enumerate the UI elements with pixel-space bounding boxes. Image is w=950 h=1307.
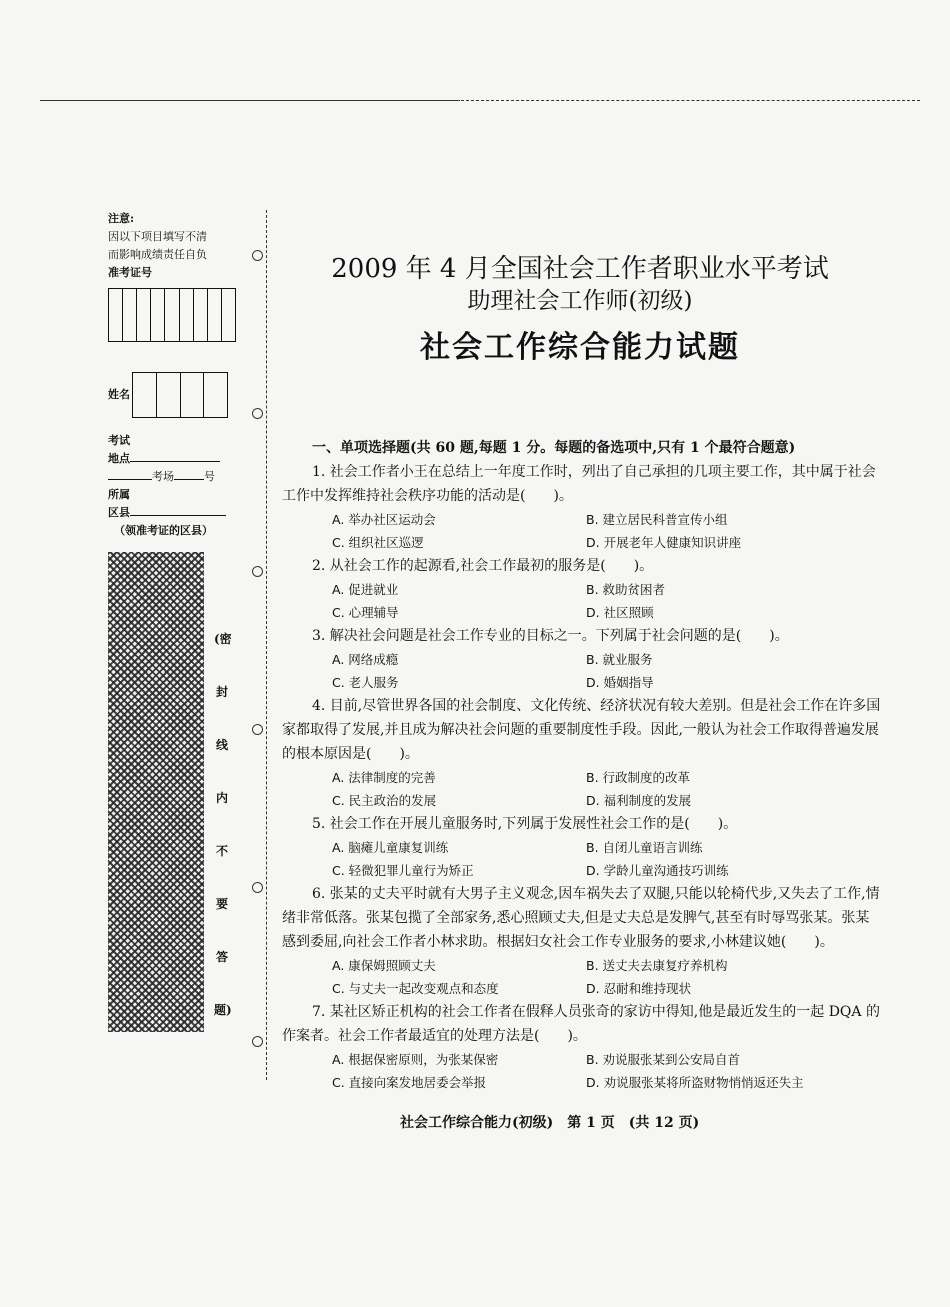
notice-line-1: 因以下项目填写不清 (108, 230, 207, 243)
binding-hole (252, 724, 263, 735)
option-c: C. 组织社区巡逻 (332, 535, 424, 550)
seal-line-text (214, 630, 230, 1054)
option-d: D. 婚姻指导 (586, 675, 654, 690)
seal-char: 不 (215, 844, 228, 858)
place-label-2: 地点 (108, 452, 130, 465)
zkz-number-boxes[interactable] (108, 288, 236, 342)
seal-char: 线 (215, 738, 228, 752)
option-a: A. 网络成瘾 (332, 652, 399, 667)
option-b: B. 自闭儿童语言训练 (586, 840, 703, 855)
seal-char: 内 (215, 791, 228, 805)
area-note: （领准考证的区县） (114, 524, 213, 537)
option-c: C. 老人服务 (332, 675, 399, 690)
page-footer: 社会工作综合能力(初级) 第 1 页 (共 12 页) (400, 1115, 700, 1131)
top-rule (40, 100, 460, 101)
option-c: C. 心理辅导 (332, 605, 399, 620)
option-a: A. 促进就业 (332, 582, 399, 597)
option-c: C. 与丈夫一起改变观点和态度 (332, 981, 499, 996)
room-label: 考场 (152, 470, 174, 483)
place-label-1: 考试 (108, 434, 130, 447)
option-c: C. 直接向案发地居委会举报 (332, 1075, 487, 1090)
question-stem: 4. 目前,尽管世界各国的社会制度、文化传统、经济状况有较大差别。但是社会工作在许多国家都取得了发展,并且成为解决社会问题的重要制度性手段。因此,一般认为社会工作取得普遍发展的根本原因是( )。 (282, 698, 881, 762)
option-c: C. 民主政治的发展 (332, 793, 437, 808)
seal-char: 答 (215, 950, 228, 964)
option-a: A. 脑瘫儿童康复训练 (332, 840, 449, 855)
paper-title: 社会工作综合能力试题 (420, 330, 740, 365)
area-label-2: 区县 (108, 506, 130, 519)
question-7 (282, 1000, 882, 1094)
option-b: B. 建立居民科普宣传小组 (586, 512, 728, 527)
binding-hole (252, 408, 263, 419)
exam-title: 2009 年 4 月全国社会工作者职业水平考试 (331, 254, 829, 284)
option-d: D. 忍耐和维持现状 (586, 981, 692, 996)
name-boxes[interactable] (132, 372, 228, 418)
option-b: B. 送丈夫去康复疗养机构 (586, 958, 728, 973)
option-d: D. 开展老年人健康知识讲座 (586, 535, 742, 550)
seal-char: 题) (214, 1003, 232, 1017)
option-b: B. 行政制度的改革 (586, 770, 691, 785)
binding-hole (252, 1036, 263, 1047)
room-field[interactable] (108, 479, 152, 480)
candidate-info-panel (108, 210, 243, 540)
place-field[interactable] (130, 461, 220, 462)
name-row (108, 372, 243, 418)
question-3 (282, 624, 882, 694)
option-a: A. 举办社区运动会 (332, 512, 436, 527)
seat-field[interactable] (174, 479, 204, 480)
seal-char: (密 (214, 632, 232, 646)
option-b: B. 就业服务 (586, 652, 653, 667)
question-4 (282, 694, 882, 812)
question-5 (282, 812, 882, 882)
seal-char: 封 (215, 685, 228, 699)
binding-line (266, 210, 267, 1080)
option-a: A. 根据保密原则，为张某保密 (332, 1052, 499, 1067)
question-stem: 5. 社会工作在开展儿童服务时,下列属于发展性社会工作的是( )。 (312, 816, 738, 832)
option-a: A. 康保姆照顾丈夫 (332, 958, 436, 973)
name-label: 姓名 (108, 388, 130, 401)
seal-hatch-pattern (108, 552, 204, 1032)
question-stem: 2. 从社会工作的起源看,社会工作最初的服务是( )。 (312, 558, 654, 574)
question-1 (282, 460, 882, 554)
exam-level: 助理社会工作师(初级) (467, 288, 693, 314)
section-heading: 一、单项选择题(共 60 题,每题 1 分。每题的备选项中,只有 1 个最符合题意) (312, 440, 796, 456)
option-d: D. 社区照顾 (586, 605, 654, 620)
option-b: B. 救助贫困者 (586, 582, 666, 597)
zkz-label: 准考证号 (108, 266, 152, 279)
option-d: D. 学龄儿童沟通技巧训练 (586, 863, 729, 878)
notice-label: 注意: (108, 212, 135, 225)
area-field[interactable] (130, 515, 226, 516)
question-6 (282, 882, 882, 1000)
question-stem: 3. 解决社会问题是社会工作专业的目标之一。下列属于社会问题的是( )。 (312, 628, 789, 644)
option-d: D. 劝说服张某将所盗财物悄悄返还失主 (586, 1075, 804, 1090)
seat-label: 号 (204, 470, 215, 483)
binding-hole (252, 250, 263, 261)
binding-hole (252, 882, 263, 893)
option-c: C. 轻微犯罪儿童行为矫正 (332, 863, 474, 878)
option-b: B. 劝说服张某到公安局自首 (586, 1052, 741, 1067)
area-label-1: 所属 (108, 488, 130, 501)
option-a: A. 法律制度的完善 (332, 770, 436, 785)
binding-hole (252, 566, 263, 577)
question-stem: 6. 张某的丈夫平时就有大男子主义观念,因车祸失去了双腿,只能以轮椅代步,又失去了工作,情绪非常低落。张某包揽了全部家务,悉心照顾丈夫,但是丈夫总是发脾气,甚至有时辱骂张某。张某感到委屈,向社会工作者小林求助。根据妇女社会工作专业服务的要求,小林建议她( )。 (282, 886, 880, 950)
option-d: D. 福利制度的发展 (586, 793, 692, 808)
seal-char: 要 (215, 897, 228, 911)
question-stem: 7. 某社区矫正机构的社会工作者在假释人员张奇的家访中得知,他是最近发生的一起 DQA 的作案者。社会工作者最适宜的处理方法是( )。 (282, 1004, 880, 1044)
question-stem: 1. 社会工作者小王在总结上一年度工作时，列出了自己承担的几项主要工作，其中属于社会工作中发挥维持社会秩序功能的活动是( )。 (282, 464, 876, 504)
question-2 (282, 554, 882, 624)
question-body (282, 436, 882, 1094)
notice-line-2: 而影响成绩责任自负 (108, 248, 207, 261)
